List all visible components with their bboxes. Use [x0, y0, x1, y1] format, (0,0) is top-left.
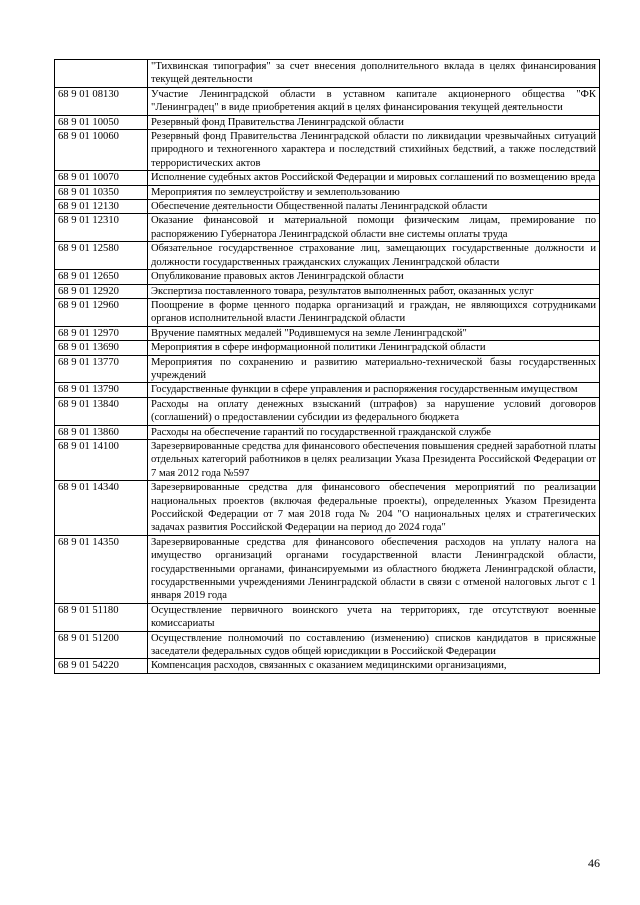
budget-code-cell: 68 9 01 12970 [55, 326, 148, 340]
expense-description-cell: Компенсация расходов, связанных с оказанием медицинскими организациями, [148, 659, 600, 673]
table-row [55, 200, 600, 214]
table-row [55, 425, 600, 439]
expense-description-cell: Мероприятия по землеустройству и землепользованию [148, 185, 600, 199]
expense-description-cell: Расходы на обеспечение гарантий по государственной гражданской службе [148, 425, 600, 439]
budget-code-cell: 68 9 01 13840 [55, 397, 148, 425]
budget-code-cell: 68 9 01 14340 [55, 481, 148, 536]
expense-description-cell: Обязательное государственное страхование лиц, замещающих государственные должности и должности государственных гражданских служащих Ленинградской области [148, 242, 600, 270]
expense-description-cell: Мероприятия по сохранению и развитию материально-технической базы государственных учреждений [148, 355, 600, 383]
table-row [55, 214, 600, 242]
table-row [55, 60, 600, 88]
budget-code-cell: 68 9 01 10060 [55, 130, 148, 171]
budget-code-cell: 68 9 01 14100 [55, 439, 148, 480]
budget-code-cell [55, 60, 148, 88]
budget-code-cell: 68 9 01 51200 [55, 631, 148, 659]
budget-code-cell: 68 9 01 12960 [55, 298, 148, 326]
table-row [55, 341, 600, 355]
budget-code-cell: 68 9 01 12310 [55, 214, 148, 242]
table-row [55, 659, 600, 673]
expense-description-cell: Резервный фонд Правительства Ленинградской области [148, 115, 600, 129]
table-row [55, 397, 600, 425]
budget-code-cell: 68 9 01 13860 [55, 425, 148, 439]
table-row [55, 171, 600, 185]
table-row [55, 115, 600, 129]
expense-description-cell: Оказание финансовой и материальной помощи физическим лицам, премирование по распоряжению Губернатора Ленинградской области вне системы оплаты труда [148, 214, 600, 242]
table-row [55, 603, 600, 631]
budget-code-cell: 68 9 01 13790 [55, 383, 148, 397]
budget-code-cell: 68 9 01 12580 [55, 242, 148, 270]
expense-description-cell: Осуществление полномочий по составлению (изменению) списков кандидатов в присяжные заседатели федеральных судов общей юрисдикции в Российской Федерации [148, 631, 600, 659]
table-row [55, 270, 600, 284]
table-row [55, 298, 600, 326]
expense-description-cell: Зарезервированные средства для финансового обеспечения повышения средней заработной платы отдельных категорий работников в целях реализации Указа Президента Российской Федерации от 7 мая 2012 года №597 [148, 439, 600, 480]
expense-description-cell: Обеспечение деятельности Общественной палаты Ленинградской области [148, 200, 600, 214]
expense-description-cell: Мероприятия в сфере информационной политики Ленинградской области [148, 341, 600, 355]
budget-code-cell: 68 9 01 14350 [55, 535, 148, 603]
expense-description-cell: Государственные функции в сфере управления и распоряжения государственным имуществом [148, 383, 600, 397]
budget-codes-table [54, 59, 600, 674]
table-row [55, 383, 600, 397]
budget-code-cell: 68 9 01 10350 [55, 185, 148, 199]
budget-code-cell: 68 9 01 13770 [55, 355, 148, 383]
expense-description-cell: Участие Ленинградской области в уставном капитале акционерного общества "ФК "Ленинградец" в виде приобретения акций в целях финансирования текущей деятельности [148, 87, 600, 115]
expense-description-cell: "Тихвинская типография" за счет внесения дополнительного вклада в целях финансирования текущей деятельности [148, 60, 600, 88]
table-row [55, 130, 600, 171]
table-row [55, 631, 600, 659]
budget-code-cell: 68 9 01 12650 [55, 270, 148, 284]
expense-description-cell: Зарезервированные средства для финансового обеспечения расходов на уплату налога на имущество организаций органами государственной власти Ленинградской области, государственными органами, финансируемыми из областного бюджета Ленинградской области, государственными учреждениями Ленинградской области в связи с отменой налоговых льгот с 1 января 2019 года [148, 535, 600, 603]
expense-description-cell: Вручение памятных медалей "Родившемуся на земле Ленинградской" [148, 326, 600, 340]
budget-code-cell: 68 9 01 10050 [55, 115, 148, 129]
budget-code-cell: 68 9 01 51180 [55, 603, 148, 631]
expense-description-cell: Исполнение судебных актов Российской Федерации и мировых соглашений по возмещению вреда [148, 171, 600, 185]
table-row [55, 535, 600, 603]
expense-description-cell: Поощрение в форме ценного подарка организаций и граждан, не являющихся сотрудниками органов исполнительной власти Ленинградской области [148, 298, 600, 326]
expense-description-cell: Расходы на оплату денежных взысканий (штрафов) за нарушение условий договоров (соглашений) о предоставлении субсидии из федерального бюджета [148, 397, 600, 425]
expense-description-cell: Опубликование правовых актов Ленинградской области [148, 270, 600, 284]
table-row [55, 481, 600, 536]
table-row [55, 355, 600, 383]
budget-code-cell: 68 9 01 08130 [55, 87, 148, 115]
budget-code-cell: 68 9 01 10070 [55, 171, 148, 185]
table-row [55, 185, 600, 199]
table-row [55, 242, 600, 270]
table-row [55, 87, 600, 115]
expense-description-cell: Резервный фонд Правительства Ленинградской области по ликвидации чрезвычайных ситуаций природного и техногенного характера и последствий стихийных бедствий, а также последствий террористических актов [148, 130, 600, 171]
table-row [55, 326, 600, 340]
expense-description-cell: Зарезервированные средства для финансового обеспечения мероприятий по реализации национальных проектов (включая федеральные проекты), определенных Указом Президента Российской Федерации от 7 мая 2018 года № 204 "О национальных целях и стратегических задачах развития Российской Федерации на период до 2024 года" [148, 481, 600, 536]
expense-description-cell: Экспертиза поставленного товара, результатов выполненных работ, оказанных услуг [148, 284, 600, 298]
page-number: 46 [588, 856, 600, 870]
table-body [55, 60, 600, 674]
expense-description-cell: Осуществление первичного воинского учета на территориях, где отсутствуют военные комиссариаты [148, 603, 600, 631]
budget-code-cell: 68 9 01 13690 [55, 341, 148, 355]
budget-code-cell: 68 9 01 12920 [55, 284, 148, 298]
budget-code-cell: 68 9 01 54220 [55, 659, 148, 673]
budget-code-cell: 68 9 01 12130 [55, 200, 148, 214]
table-row [55, 284, 600, 298]
table-row [55, 439, 600, 480]
